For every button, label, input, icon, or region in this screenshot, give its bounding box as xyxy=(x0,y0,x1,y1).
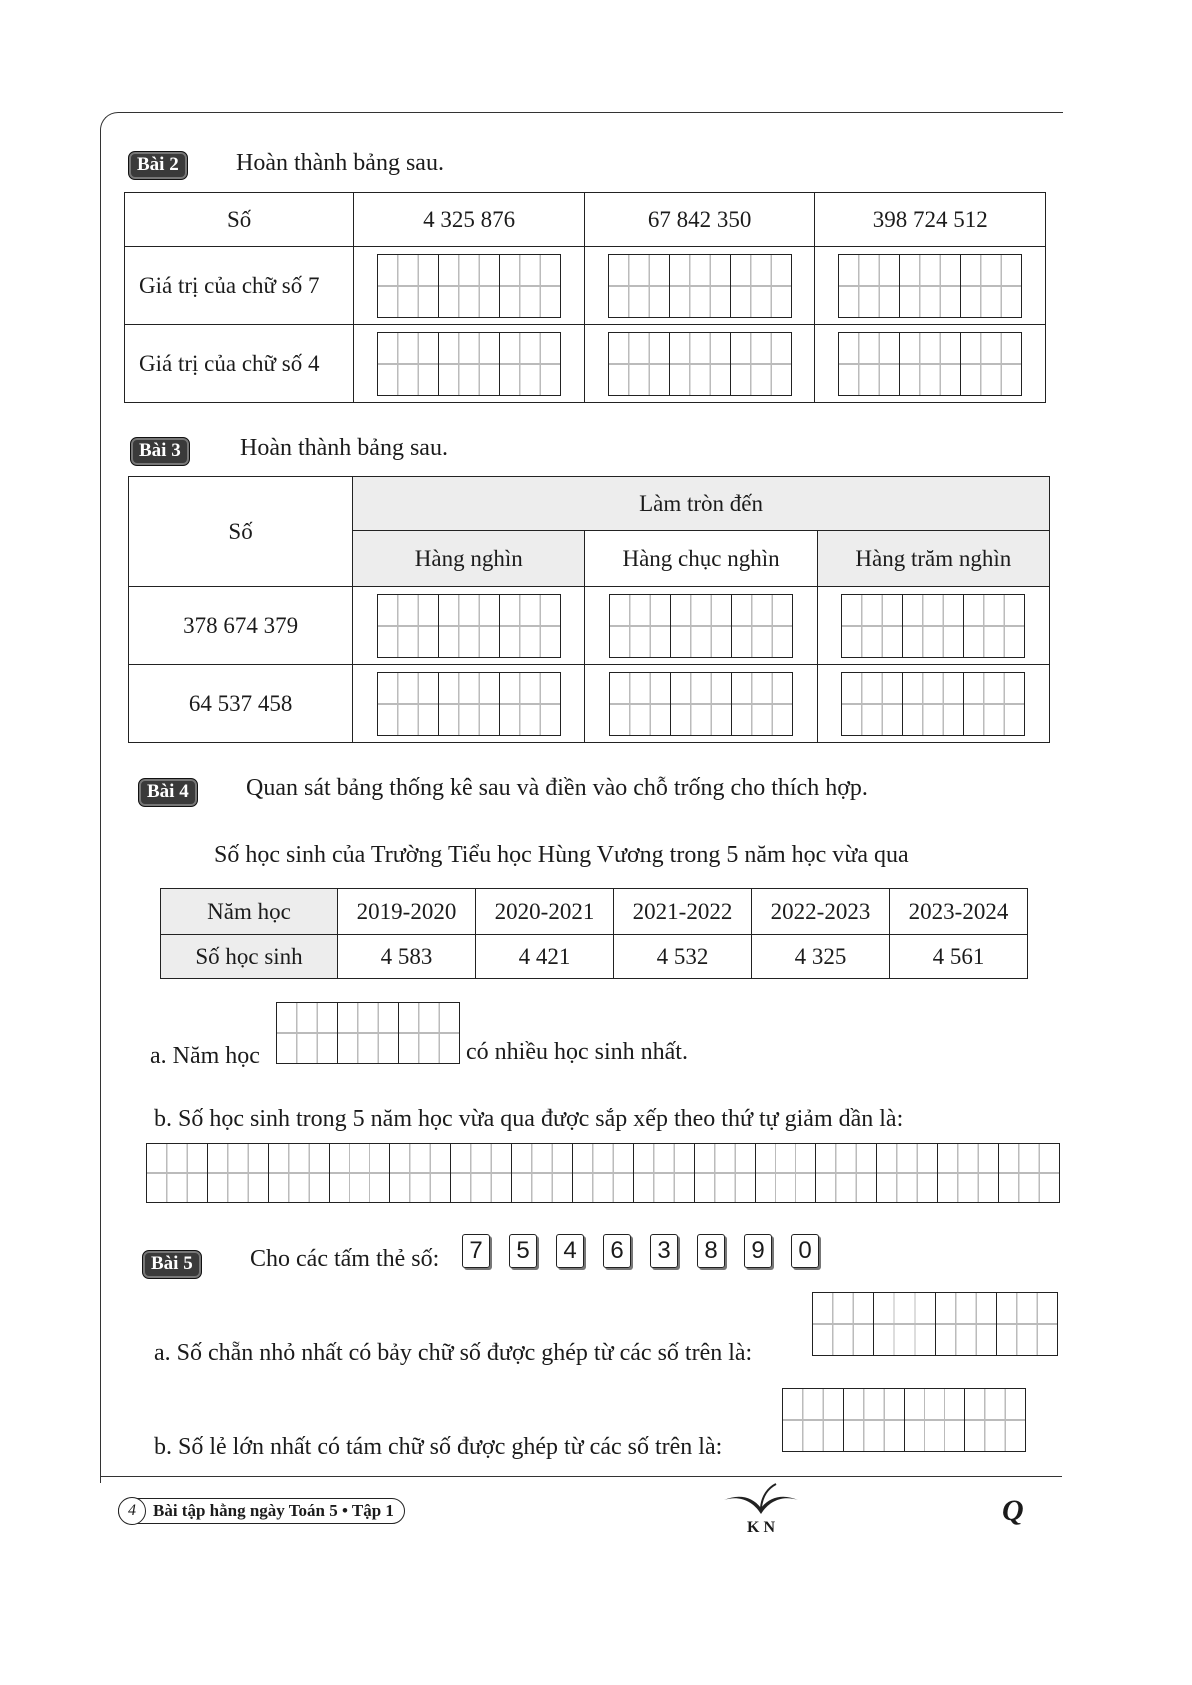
bai4-part-a-answer-box[interactable] xyxy=(276,1002,460,1064)
bai4-part-b-answer-box[interactable] xyxy=(146,1143,1060,1203)
bai4-table-title: Số học sinh của Trường Tiểu học Hùng Vương trong 5 năm học vừa qua xyxy=(214,842,909,868)
number-card: 4 xyxy=(556,1234,584,1268)
bai2-number: 67 842 350 xyxy=(584,193,815,247)
bai4-stats-table xyxy=(160,888,1028,979)
number-card: 8 xyxy=(697,1234,725,1268)
number-card: 6 xyxy=(603,1234,631,1268)
bai2-header-label: Số xyxy=(125,193,354,247)
bai2-answer-box[interactable] xyxy=(815,325,1046,403)
bai5-part-a: a. Số chẵn nhỏ nhất có bảy chữ số được ghép từ các số trên là: xyxy=(154,1340,753,1366)
bai4-part-b: b. Số học sinh trong 5 năm học vừa qua được sắp xếp theo thứ tự giảm dần là: xyxy=(154,1106,904,1132)
bai4-students: 4 583 xyxy=(338,935,476,979)
bai2-row1-label: Giá trị của chữ số 7 xyxy=(125,247,354,325)
bai5-part-a-answer-box[interactable] xyxy=(812,1292,1058,1356)
bai4-year: 2020-2021 xyxy=(476,889,614,935)
bai3-badge: Bài 3 xyxy=(130,437,190,466)
bai3-answer-box[interactable] xyxy=(353,587,585,665)
bai3-table xyxy=(128,476,1050,743)
bai4-year: 2019-2020 xyxy=(338,889,476,935)
number-card: 7 xyxy=(462,1234,490,1268)
bai3-answer-box[interactable] xyxy=(817,587,1049,665)
bai2-row2-label: Giá trị của chữ số 4 xyxy=(125,325,354,403)
bai5-part-b: b. Số lẻ lớn nhất có tám chữ số được ghép từ các số trên là: xyxy=(154,1434,723,1460)
bai3-answer-box[interactable] xyxy=(585,587,817,665)
bai3-row-number: 378 674 379 xyxy=(129,587,353,665)
bai2-answer-box[interactable] xyxy=(584,247,815,325)
number-card: 5 xyxy=(509,1234,537,1268)
bai3-answer-box[interactable] xyxy=(353,665,585,743)
bai4-part-a-prefix: a. Năm học xyxy=(150,1043,260,1069)
bai3-col-header: Hàng nghìn xyxy=(353,531,585,587)
bai5-cards xyxy=(462,1234,838,1268)
bai5-badge: Bài 5 xyxy=(142,1250,202,1279)
number-card: 3 xyxy=(650,1234,678,1268)
bai4-students: 4 561 xyxy=(890,935,1028,979)
number-card: 0 xyxy=(791,1234,819,1268)
bai2-instruction: Hoàn thành bảng sau. xyxy=(236,150,444,176)
bai4-students: 4 532 xyxy=(614,935,752,979)
publisher-logo xyxy=(716,1478,806,1534)
bai4-year: 2022-2023 xyxy=(752,889,890,935)
bai2-number: 4 325 876 xyxy=(354,193,585,247)
bai4-part-a-suffix: có nhiều học sinh nhất. xyxy=(466,1039,688,1065)
bai3-col-header: Hàng trăm nghìn xyxy=(817,531,1049,587)
bai5-part-b-answer-box[interactable] xyxy=(782,1388,1026,1452)
bai2-table xyxy=(124,192,1046,403)
bai4-students: 4 421 xyxy=(476,935,614,979)
bai3-header-label: Số xyxy=(129,477,353,587)
bottom-rule xyxy=(100,1476,1062,1477)
bai2-number: 398 724 512 xyxy=(815,193,1046,247)
footer-book-title: Bài tập hằng ngày Toán 5 • Tập 1 xyxy=(118,1498,405,1524)
bai3-col-header: Hàng chục nghìn xyxy=(585,531,817,587)
bai3-row-number: 64 537 458 xyxy=(129,665,353,743)
bai3-instruction: Hoàn thành bảng sau. xyxy=(240,435,448,461)
bai4-row2-label: Số học sinh xyxy=(161,935,338,979)
bai3-answer-box[interactable] xyxy=(585,665,817,743)
bai2-answer-box[interactable] xyxy=(584,325,815,403)
publisher-logo-text: K N xyxy=(747,1519,775,1536)
bai4-badge: Bài 4 xyxy=(138,778,198,807)
page-number: 4 xyxy=(118,1497,146,1525)
bai3-group-header: Làm tròn đến xyxy=(353,477,1050,531)
bai2-badge: Bài 2 xyxy=(128,151,188,180)
number-card: 9 xyxy=(744,1234,772,1268)
bai4-year: 2023-2024 xyxy=(890,889,1028,935)
bai2-answer-box[interactable] xyxy=(354,247,585,325)
bai3-answer-box[interactable] xyxy=(817,665,1049,743)
bai4-year: 2021-2022 xyxy=(614,889,752,935)
bai2-answer-box[interactable] xyxy=(815,247,1046,325)
book-logo-icon xyxy=(716,1478,806,1518)
brand-logo: Q xyxy=(1002,1494,1024,1527)
bai4-instruction: Quan sát bảng thống kê sau và điền vào chỗ trống cho thích hợp. xyxy=(246,775,868,801)
bai5-instruction: Cho các tấm thẻ số: xyxy=(250,1246,440,1272)
bai4-students: 4 325 xyxy=(752,935,890,979)
bai4-row1-label: Năm học xyxy=(161,889,338,935)
bai2-answer-box[interactable] xyxy=(354,325,585,403)
